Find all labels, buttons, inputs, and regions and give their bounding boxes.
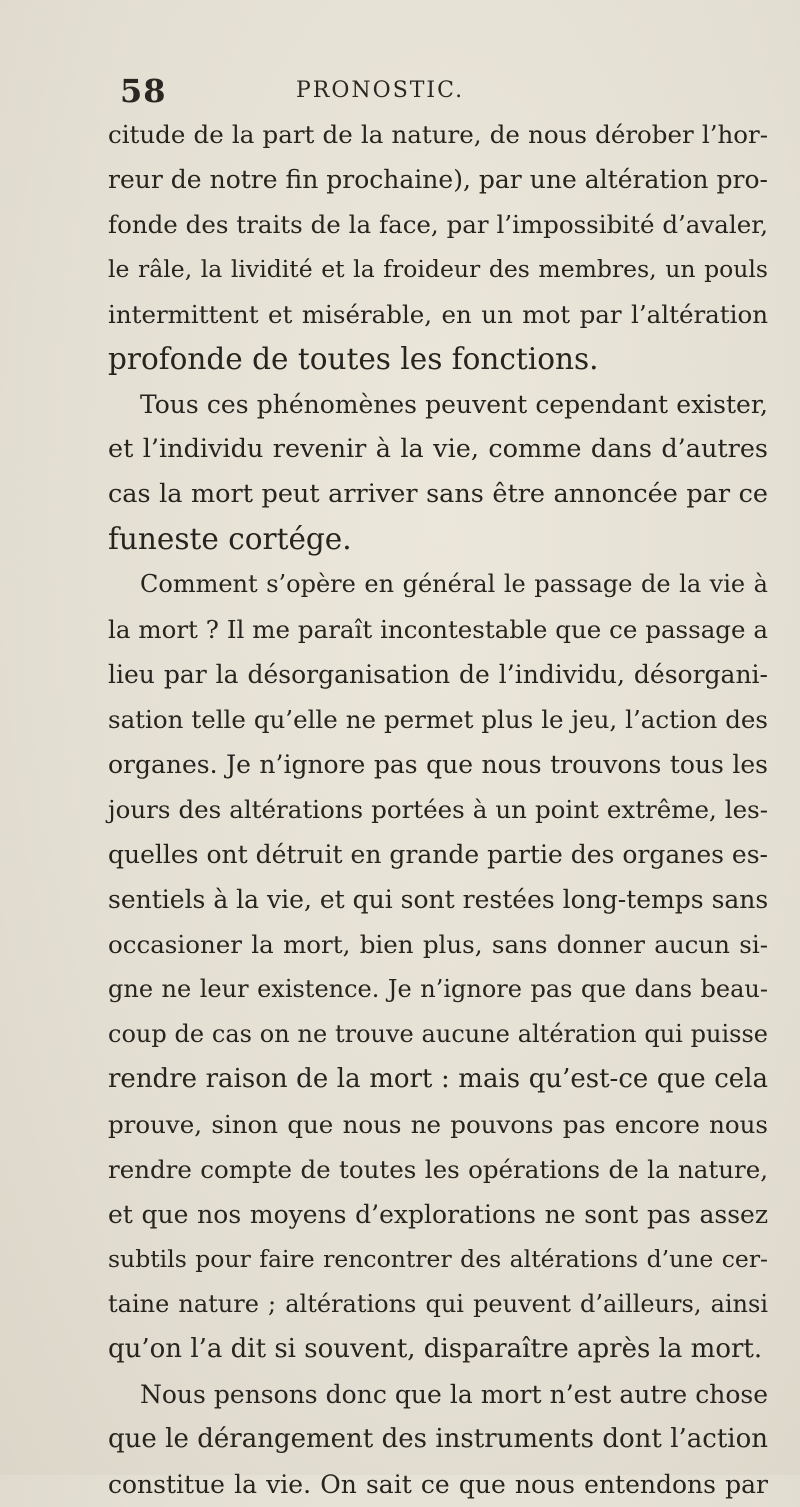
text-line: et que nos moyens d’explorations ne sont pas assez	[108, 1200, 768, 1229]
text-line: la mort ? Il me paraît incontestable que ce passage a	[108, 615, 768, 644]
text-line: et l’individu revenir à la vie, comme dans d’autres	[108, 434, 768, 464]
text-line: Nous pensons donc que la mort n’est autre chose	[140, 1380, 768, 1409]
text-line: taine nature ; altérations qui peuvent d’ailleurs, ainsi	[108, 1290, 768, 1318]
text-line: citude de la part de la nature, de nous dérober l’hor-	[108, 120, 768, 149]
text-line: occasioner la mort, bien plus, sans donner aucun si-	[108, 930, 768, 959]
text-line: fonde des traits de la face, par l’impossibité d’avaler,	[108, 210, 768, 239]
text-line: Comment s’opère en général le passage de la vie à	[140, 570, 768, 598]
text-line: constitue la vie. On sait ce que nous entendons par	[108, 1470, 768, 1499]
page-header	[108, 68, 768, 112]
text-line: prouve, sinon que nous ne pouvons pas encore nous	[108, 1110, 768, 1139]
text-line: gne ne leur existence. Je n’ignore pas que dans beau-	[108, 975, 768, 1003]
text-line: Tous ces phénomènes peuvent cependant exister,	[140, 390, 768, 419]
text-line: sation telle qu’elle ne permet plus le jeu, l’action des	[108, 705, 768, 734]
text-line: le râle, la lividité et la froideur des membres, un pouls	[108, 255, 768, 283]
text-line: subtils pour faire rencontrer des altérations d’une cer-	[108, 1245, 768, 1273]
running-title: PRONOSTIC.	[296, 78, 465, 103]
text-line: organes. Je n’ignore pas que nous trouvons tous les	[108, 750, 768, 779]
text-line: quelles ont détruit en grande partie des organes es-	[108, 840, 768, 869]
book-page	[108, 68, 768, 1507]
text-line: lieu par la désorganisation de l’individu, désorgani-	[108, 660, 768, 689]
text-line: profonde de toutes les fonctions.	[108, 342, 599, 376]
text-line: jours des altérations portées à un point extrême, les-	[108, 795, 768, 824]
text-line: coup de cas on ne trouve aucune altération qui puisse	[108, 1020, 768, 1048]
text-line: intermittent et misérable, en un mot par l’altération	[108, 300, 768, 329]
body-text	[108, 112, 768, 1507]
page-number: 58	[120, 72, 167, 110]
text-line: cas la mort peut arriver sans être annoncée par ce	[108, 479, 768, 509]
text-line: reur de notre fin prochaine), par une altération pro-	[108, 165, 768, 194]
text-line: sentiels à la vie, et qui sont restées long-temps sans	[108, 885, 769, 914]
text-line: rendre compte de toutes les opérations de la nature,	[108, 1155, 768, 1184]
text-line: qu’on l’a dit si souvent, disparaître après la mort.	[108, 1334, 763, 1364]
text-line: funeste cortége.	[108, 522, 352, 556]
text-line: rendre raison de la mort : mais qu’est-ce que cela	[108, 1064, 768, 1094]
text-line: que le dérangement des instruments dont l’action	[108, 1424, 768, 1454]
